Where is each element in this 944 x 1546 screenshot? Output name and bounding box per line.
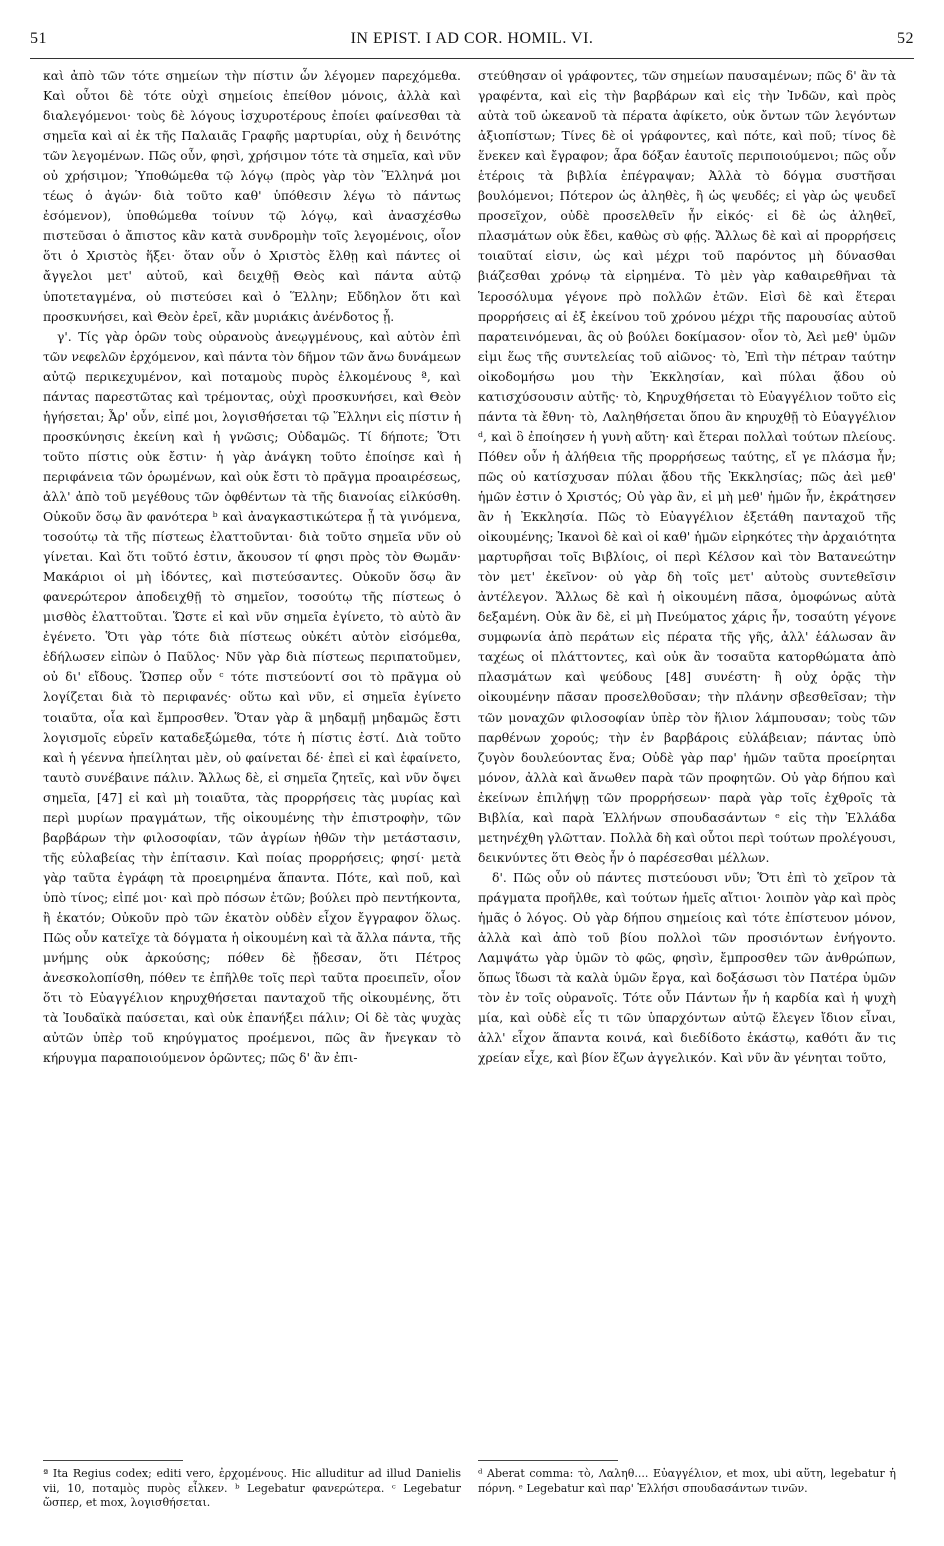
paragraph: στεύθησαν οἱ γράφοντες, τῶν σημείων παυσαμένων; πῶς δ' ἂν τὰ γραφέντα, καὶ εἰς τὴν βαρβάρων καὶ εἰς τὴν Ἰνδῶν, καὶ πρὸς αὐτὰ τοῦ ὠκεανοῦ τὰ πέρατα ἀφίκετο, οὐκ ὄντων τῶν λεγόντων ἀξιοπίστων; Τίνες δὲ οἱ γράφοντες, καὶ πότε, καὶ ποῦ; τίνος δὲ ἕνεκεν καὶ ἔγραφον; ἆρα δόξαν ἑαυτοῖς περιποιούμενοι; πῶς οὖν ἑτέροις τὰ βιβλία ἐπέγραψαν; Ἀλλὰ τὸ δόγμα συστῆσαι βουλόμενοι; Πότερον ὡς ἀληθὲς, ἢ ὡς ψευδές; εἰ γὰρ ὡς ψευδεῖ προσεῖχον, οὐδὲ προσελθεῖν ἦν εἰκός· εἰ δὲ ὡς ἀληθεῖ, πλασμάτων οὐκ ἔδει, καθὼς σὺ φῄς. Ἄλλως δὲ καὶ αἱ προρρήσεις τοιαῦταί εἰσιν, ὡς καὶ μέχρι τοῦ παρόντος μὴ δύνασθαι βιάζεσθαι χρόνῳ τὰ εἰρημένα. Τὸ μὲν γὰρ καθαιρεθῆναι τὰ Ἱεροσόλυμα γέγονε πρὸ πολλῶν ἐτῶν. Εἰσὶ δὲ καὶ ἕτεραι προρρήσεις αἱ ἐξ ἐκείνου τοῦ χρόνου μέχρι τῆς παρουσίας αὐτοῦ παρατεινόμεναι, ἃς οὐ βούλει δοκίμασον· οἷον τὸ, Ἀεὶ μεθ' ὑμῶν εἰμι ἕως τῆς συντελείας τοῦ αἰῶνος· τὸ, Ἐπὶ τὴν πέτραν ταύτην οἰκοδομήσω μου τὴν Ἐκκλησίαν, καὶ πύλαι ᾅδου οὐ κατισχύσουσιν αὐτῆς· τὸ, Κηρυχθήσεται τὸ Εὐαγγέλιον τοῦτο εἰς πάντα τὰ ἔθνη· τὸ, Λαληθήσεται ὅπου ἂν κηρυχθῇ τὸ Εὐαγγέλιον ᵈ, καὶ ὃ ἐποίησεν ἡ γυνὴ αὕτη· καὶ ἕτεραι πολλαὶ τούτων πλείους. Πόθεν οὖν ἡ ἀλήθεια τῆς προρρήσεως ταύτης, εἴ γε πλάσμα ἦν; πῶς οὐ κατίσχυσαν πύλαι ᾅδου τῆς Ἐκκλησίας; πῶς ἀεὶ μεθ' ἡμῶν ἐστιν ὁ Χριστός; Οὐ γὰρ ἂν, εἰ μὴ μεθ' ἡμῶν ἦν, ἐκράτησεν ἂν ἡ Ἐκκλησία. Πῶς τὸ Εὐαγγέλιον ἐξετάθη πανταχοῦ τῆς οἰκουμένης; Ἱκανοὶ δὲ καὶ οἱ καθ' ἡμῶν εἰρηκότες τὴν ἀρχαιότητα μαρτυρῆσαι τοῖς Βιβλίοις, οἱ περὶ Κέλσον καὶ τὸν Βατανεώτην τὸν μετ' ἐκεῖνον· οὐ γὰρ δὴ τοῖς μετ' αὐτοὺς συντεθεῖσιν ἀντέλεγον. Ἄλλως δὲ καὶ ἡ οἰκουμένη πᾶσα, ὁμοφώνως αὐτὰ δεξαμένη. Οὐκ ἂν δὲ, εἰ μὴ Πνεύματος χάρις ἦν, τοσαύτη γέγονε συμφωνία ἀπὸ περάτων εἰς πέρατα τῆς γῆς, ἀλλ' ἑάλωσαν ἂν ταχέως οἱ πλάττοντες, καὶ οὐκ ἂν τοσαῦτα κατορθώματα ἀπὸ πλασμάτων καὶ ψεύδους [48] συνέστη· ἢ οὐχ ὁρᾷς τὴν οἰκουμένην πᾶσαν προσελθοῦσαν; τὴν πλάνην σβεσθεῖσαν; τὴν τῶν μοναχῶν φιλοσοφίαν ὑπὲρ τὸν ἥλιον λάμπουσαν; τοὺς τῶν παρθένων χορούς; τὴν ἐν βαρβάροις εὐλάβειαν; πάντας ὑπὸ ζυγὸν δουλεύοντας ἕνα; Οὐδὲ γὰρ παρ' ἡμῶν ταῦτα προείρηται μόνον, ἀλλὰ καὶ ἄνωθεν παρὰ τῶν προφητῶν. Οὐ γὰρ δήπου καὶ ἐκείνων ἐπιλήψῃ τῶν προρρήσεων· παρὰ γὰρ τοῖς ἐχθροῖς τὰ Βιβλία, καὶ παρὰ Ἑλλήνων σπουδασάντων ᵉ εἰς τὴν Ἑλλάδα μετηνέχθη γλῶτταν. Πολλὰ δὴ καὶ οὗτοι περὶ τούτων προλέγουσι, δεικνύντες ὅτι Θεὸς ἦν ὁ παρέσεσθαι μέλλων. [478, 68, 896, 865]
footnotes-right: ᵈ Aberat comma: τὸ, Λαληθ.... Εὐαγγέλιον, et mox, ubi αὕτη, legebatur ἡ πόρνη. ᵉ Legebatur καὶ παρ' Ἑλλήσι σπουδασάντων τινῶν. [478, 1467, 896, 1495]
footnotes-left: ª Ita Regius codex; editi vero, ἐρχομένους. Hic alluditur ad illud Danielis vii, 10, ποταμὸς πυρὸς εἷλκεν. ᵇ Legebatur φανερώτερα. ᶜ Legebatur ὥσπερ, et mox, λογισθήσεται. [43, 1467, 461, 1509]
paragraph: γ'. Τίς γὰρ ὁρῶν τοὺς οὐρανοὺς ἀνεῳγμένους, καὶ αὐτὸν ἐπὶ τῶν νεφελῶν ἐρχόμενον, καὶ πάντα τὸν δῆμον τῶν ἄνω δυνάμεων αὐτῷ περικεχυμένον, καὶ ποταμοὺς πυρὸς ἑλκομένους ª, καὶ πάντας παρεστῶτας καὶ τρέμοντας, οὐχὶ προσκυνήσει, καὶ Θεὸν ἡγήσεται; Ἆρ' οὖν, εἰπέ μοι, λογισθήσεται τῷ Ἕλληνι εἰς πίστιν ἡ προσκύνησις ἐκείνη καὶ ἡ γνῶσις; Οὐδαμῶς. Τί δήποτε; Ὅτι τοῦτο πίστις οὐκ ἔστιν· ἡ γὰρ ἀνάγκη τοῦτο ἐποίησε καὶ ἡ περιφάνεια τῶν ὁρωμένων, καὶ οὐκ ἔστι τὸ πρᾶγμα προαιρέσεως, ἀλλ' ἀπὸ τοῦ μεγέθους τῶν ὀφθέντων τὰ τῆς διανοίας εἱλκύσθη. Οὐκοῦν ὅσῳ ἂν φανότερα ᵇ καὶ ἀναγκαστικώτερα ᾖ τὰ γινόμενα, τοσούτῳ τὰ τῆς πίστεως ἐλαττοῦνται· διὰ τοῦτο σημεῖα νῦν οὐ γίνεται. Καὶ ὅτι τοῦτό ἐστιν, ἄκουσον τί φησι πρὸς τὸν Θωμᾶν· Μακάριοι οἱ μὴ ἰδόντες, καὶ πιστεύσαντες. Οὐκοῦν ὅσῳ ἂν φανερώτερον ἀποδειχθῇ τὸ σημεῖον, τοσούτῳ τῆς πίστεως ὁ μισθὸς ἐλαττοῦται. Ὥστε εἰ καὶ νῦν σημεῖα ἐγίνετο, τὸ αὐτὸ ἂν ἐγένετο. Ὅτι γὰρ τότε διὰ πίστεως οὐκέτι αὐτὸν εἰσόμεθα, ἐδήλωσεν εἰπὼν ὁ Παῦλος· Νῦν γὰρ διὰ πίστεως περιπατοῦμεν, οὐ δι' εἴδους. Ὥσπερ οὖν ᶜ τότε πιστεύοντί σοι τὸ πρᾶγμα οὐ λογίζεται διὰ τὸ περιφανές· οὕτω καὶ νῦν, εἰ σημεῖα ἐγίνετο τοιαῦτα, οἷα καὶ ἔμπροσθεν. Ὅταν γὰρ ἃ μηδαμῇ μηδαμῶς ἔστι λογισμοῖς εὑρεῖν καταδεξώμεθα, τότε ἡ πίστις ἐστί. Διὰ τοῦτο καὶ ἡ γέεννα ἠπείληται μὲν, οὐ φαίνεται δέ· ἐπεὶ εἰ καὶ ἐφαίνετο, ταυτὸ συνέβαινε πάλιν. Ἄλλως δὲ, εἰ σημεῖα ζητεῖς, καὶ νῦν ὄψει σημεῖα, [47] εἰ καὶ μὴ τοιαῦτα, τὰς προρρήσεις τὰς μυρίας καὶ περὶ μυρίων πραγμάτων, τῆς οἰκουμένης τὴν ἐπιστροφὴν, τῶν βαρβάρων τὴν φιλοσοφίαν, τῶν ἀγρίων ἠθῶν τὴν μετάστασιν, τῆς εὐλαβείας τὴν ἐπίτασιν. Καὶ ποίας προρρήσεις; φησί· μετὰ γὰρ ταῦτα ἐγράφη τὰ προειρημένα ἅπαντα. Πότε, καὶ ποῦ, καὶ ὑπὸ τίνος; εἰπέ μοι· καὶ πρὸ πόσων ἐτῶν; βούλει πρὸ πεντήκοντα, ἢ ἑκατόν; Οὐκοῦν πρὸ τῶν ἑκατὸν οὐδὲν εἶχον ἔγγραφον ὅλως. Πῶς οὖν κατεῖχε τὰ δόγματα ἡ οἰκουμένη καὶ τὰ ἄλλα πάντα, τῆς μνήμης οὐκ ἀρκούσης; πόθεν δὲ ᾔδεσαν, ὅτι Πέτρος ἀνεσκολοπίσθη, πόθεν τε ἐπῆλθε τοῖς περὶ ταῦτα προειπεῖν, οἷον ὅτι τὸ Εὐαγγέλιον κηρυχθήσεται πανταχοῦ τῆς οἰκουμένης, ὅτι τὰ Ἰουδαϊκὰ παύσεται, καὶ οὐκ ἐπανήξει πάλιν; Οἱ δὲ τὰς ψυχὰς αὐτῶν ὑπὲρ τοῦ κηρύγματος προέμενοι, πῶς ἂν ἤνεγκαν τὸ κήρυγμα παραποιούμενον ὁρῶντες; πῶς δ' ἂν ἐπι- [43, 328, 461, 1066]
left-column [43, 66, 461, 1068]
header-rule [30, 58, 914, 59]
page-number-right: 52 [897, 30, 914, 47]
right-column [478, 66, 896, 1068]
page-number-left: 51 [30, 30, 47, 47]
running-header [30, 30, 914, 60]
footnote-rule-right [478, 1460, 618, 1461]
paragraph: δ'. Πῶς οὖν οὐ πάντες πιστεύουσι νῦν; Ὅτι ἐπὶ τὸ χεῖρον τὰ πράγματα προῆλθε, καὶ τούτων ἡμεῖς αἴτιοι· λοιπὸν γὰρ καὶ πρὸς ἡμᾶς ὁ λόγος. Οὐ γὰρ δήπου σημείοις καὶ τότε ἐπίστευον μόνον, ἀλλὰ καὶ ἀπὸ τοῦ βίου πολλοὶ τῶν προσιόντων ἐνήγοντο. Λαμψάτω γὰρ ὑμῶν τὸ φῶς, φησὶν, ἔμπροσθεν τῶν ἀνθρώπων, ὅπως ἴδωσι τὰ καλὰ ὑμῶν ἔργα, καὶ δοξάσωσι τὸν Πατέρα ὑμῶν τὸν ἐν τοῖς οὐρανοῖς. Τότε οὖν Πάντων ἦν ἡ καρδία καὶ ἡ ψυχὴ μία, καὶ οὐδὲ εἷς τι τῶν ὑπαρχόντων αὐτῷ ἔλεγεν ἴδιον εἶναι, ἀλλ' εἶχον ἅπαντα κοινά, καὶ διεδίδοτο ἑκάστῳ, καθότι ἄν τις χρείαν εἶχε, καὶ βίον ἔζων ἀγγελικόν. Καὶ νῦν ἂν γένηται τοῦτο, [478, 869, 896, 1066]
footnote-rule-left [43, 1460, 183, 1461]
paragraph: καὶ ἀπὸ τῶν τότε σημείων τὴν πίστιν ὧν λέγομεν παρεχόμεθα. Καὶ οὗτοι δὲ τότε οὐχὶ σημείοις ἐπείθον μόνοις, ἀλλὰ καὶ διαλεγόμενοι· τοὺς δὲ λόγους ἰσχυροτέρους ἐποίει φαίνεσθαι τὰ σημεῖα καὶ αἱ ἐκ τῆς Παλαιᾶς Γραφῆς μαρτυρίαι, οὐχ ἡ δεινότης τῶν λεγομένων. Πῶς οὖν, φησὶ, χρήσιμον τότε τὰ σημεῖα, καὶ νῦν οὐ χρήσιμον; Ὑποθώμεθα τῷ λόγῳ (πρὸς γὰρ τὸν Ἕλληνά μοι τέως ὁ ἀγών· διὰ τοῦτο καθ' ὑπόθεσιν λέγω τὸ πάντως ἐσόμενον), ὑποθώμεθα τοίνυν τῷ λόγῳ, καὶ ἀνασχέσθω πιστεῦσαι ὁ ἄπιστος κἂν κατὰ συνδρομὴν τοῖς λεγομένοις, οἷον ὅτι ὁ Χριστὸς ἥξει· ὅταν οὖν ὁ Χριστὸς ἔλθῃ καὶ πάντες οἱ ἄγγελοι μετ' αὐτοῦ, καὶ δειχθῇ Θεὸς καὶ πάντα αὐτῷ ὑποτεταγμένα, οὐ πιστεύσει καὶ ὁ Ἕλλην; Εὔδηλον ὅτι καὶ προσκυνήσει, καὶ Θεὸν ἐρεῖ, κἂν μυριάκις ἀνένδοτος ᾖ. [43, 68, 461, 324]
running-title: IN EPIST. I AD COR. HOMIL. VI. [350, 30, 594, 47]
